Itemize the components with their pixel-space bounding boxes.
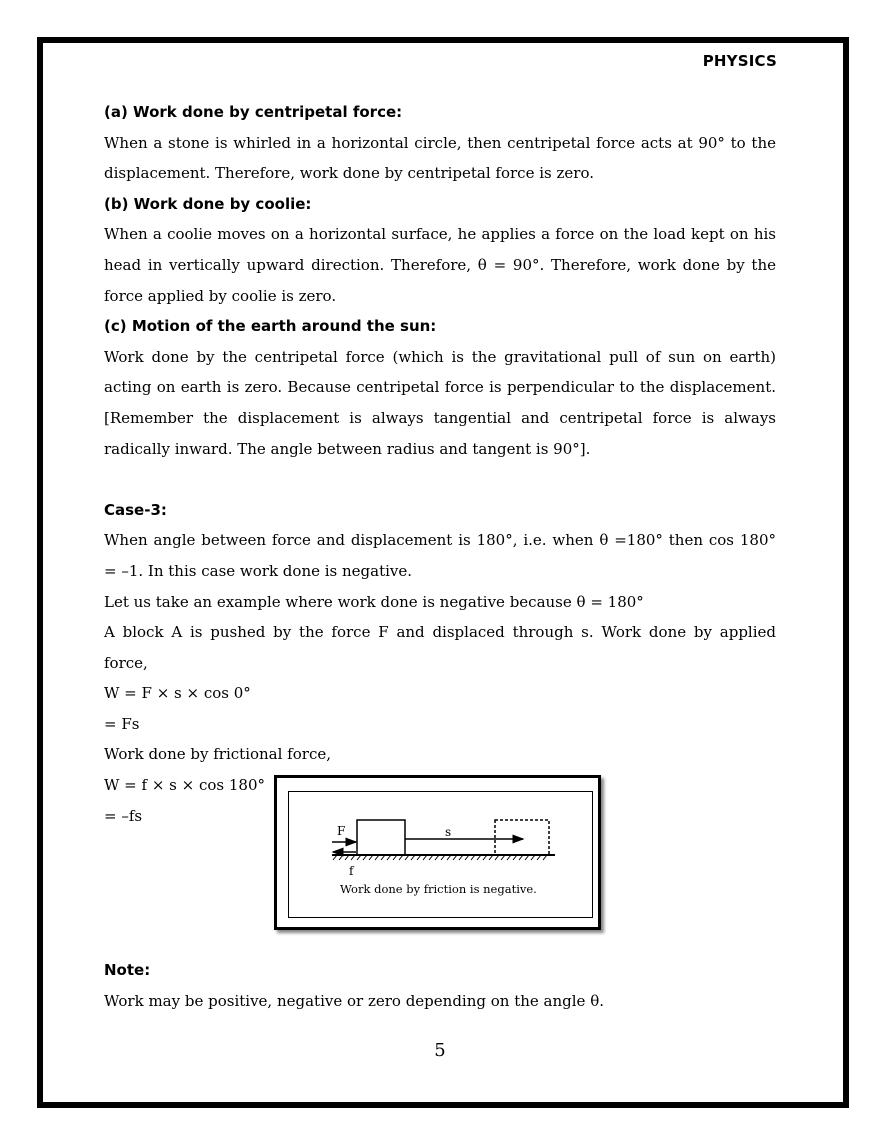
figure-outer-frame (274, 775, 601, 930)
header-subject: PHYSICS (702, 52, 777, 70)
equation-friction: W = f × s × cos 180° (104, 776, 266, 795)
paragraph-coolie: When a coolie moves on a horizontal surface, he applies a force on the load kept on his head in vertically upward direction. Therefore, θ = 90°. Therefore, work done by the force applied by coolie is zero. (104, 225, 776, 305)
block-displaced (495, 820, 549, 855)
spacer (104, 464, 776, 495)
heading-centripetal: (a) Work done by centripetal force: (104, 103, 403, 121)
label-applied-force: F (337, 824, 346, 838)
example-line: Let us take an example where work done is negative because θ = 180° (104, 592, 644, 611)
heading-earth-sun: (c) Motion of the earth around the sun: (104, 317, 437, 336)
friction-figure (274, 775, 601, 930)
label-displacement: s (445, 825, 452, 839)
paragraph-centripetal: When a stone is whirled in a horizontal circle, then centripetal force acts at 90° to the displacement. Therefore, work done by centripetal force is zero. (104, 133, 776, 183)
paragraph-case-3: When angle between force and displacement is 180°, i.e. when θ =180° then cos 180° = –1. In this case work done is negative. (104, 531, 776, 580)
figure-caption: Work done by friction is negative. (340, 882, 537, 896)
paragraph-earth-sun: Work done by the centripetal force (which is the gravitational pull of sun on earth) acting on earth is zero. Because centripetal force is perpendicular to the displacement. [Remember the displacement is always tangential and centripetal force is always radically inward. The angle between radius and tangent is 90°]. (104, 347, 776, 458)
equation-applied-result: = Fs (104, 714, 140, 733)
paragraph-note: Work may be positive, negative or zero depending on the angle θ. (104, 991, 604, 1010)
page-number: 5 (434, 1040, 446, 1061)
friction-diagram (277, 778, 604, 933)
equation-applied-force: W = F × s × cos 0° (104, 684, 251, 703)
block-line: A block A is pushed by the force F and displaced through s. Work done by applied force, (104, 623, 776, 672)
equation-friction-result: = –fs (104, 806, 143, 825)
heading-coolie: (b) Work done by coolie: (104, 194, 312, 213)
heading-note: Note: (104, 961, 151, 979)
page-content (104, 97, 776, 831)
block-initial (357, 820, 405, 855)
label-friction: f (349, 864, 354, 878)
heading-case-3: Case-3: (104, 500, 167, 519)
friction-line: Work done by frictional force, (104, 745, 331, 764)
note-block (104, 955, 776, 1016)
